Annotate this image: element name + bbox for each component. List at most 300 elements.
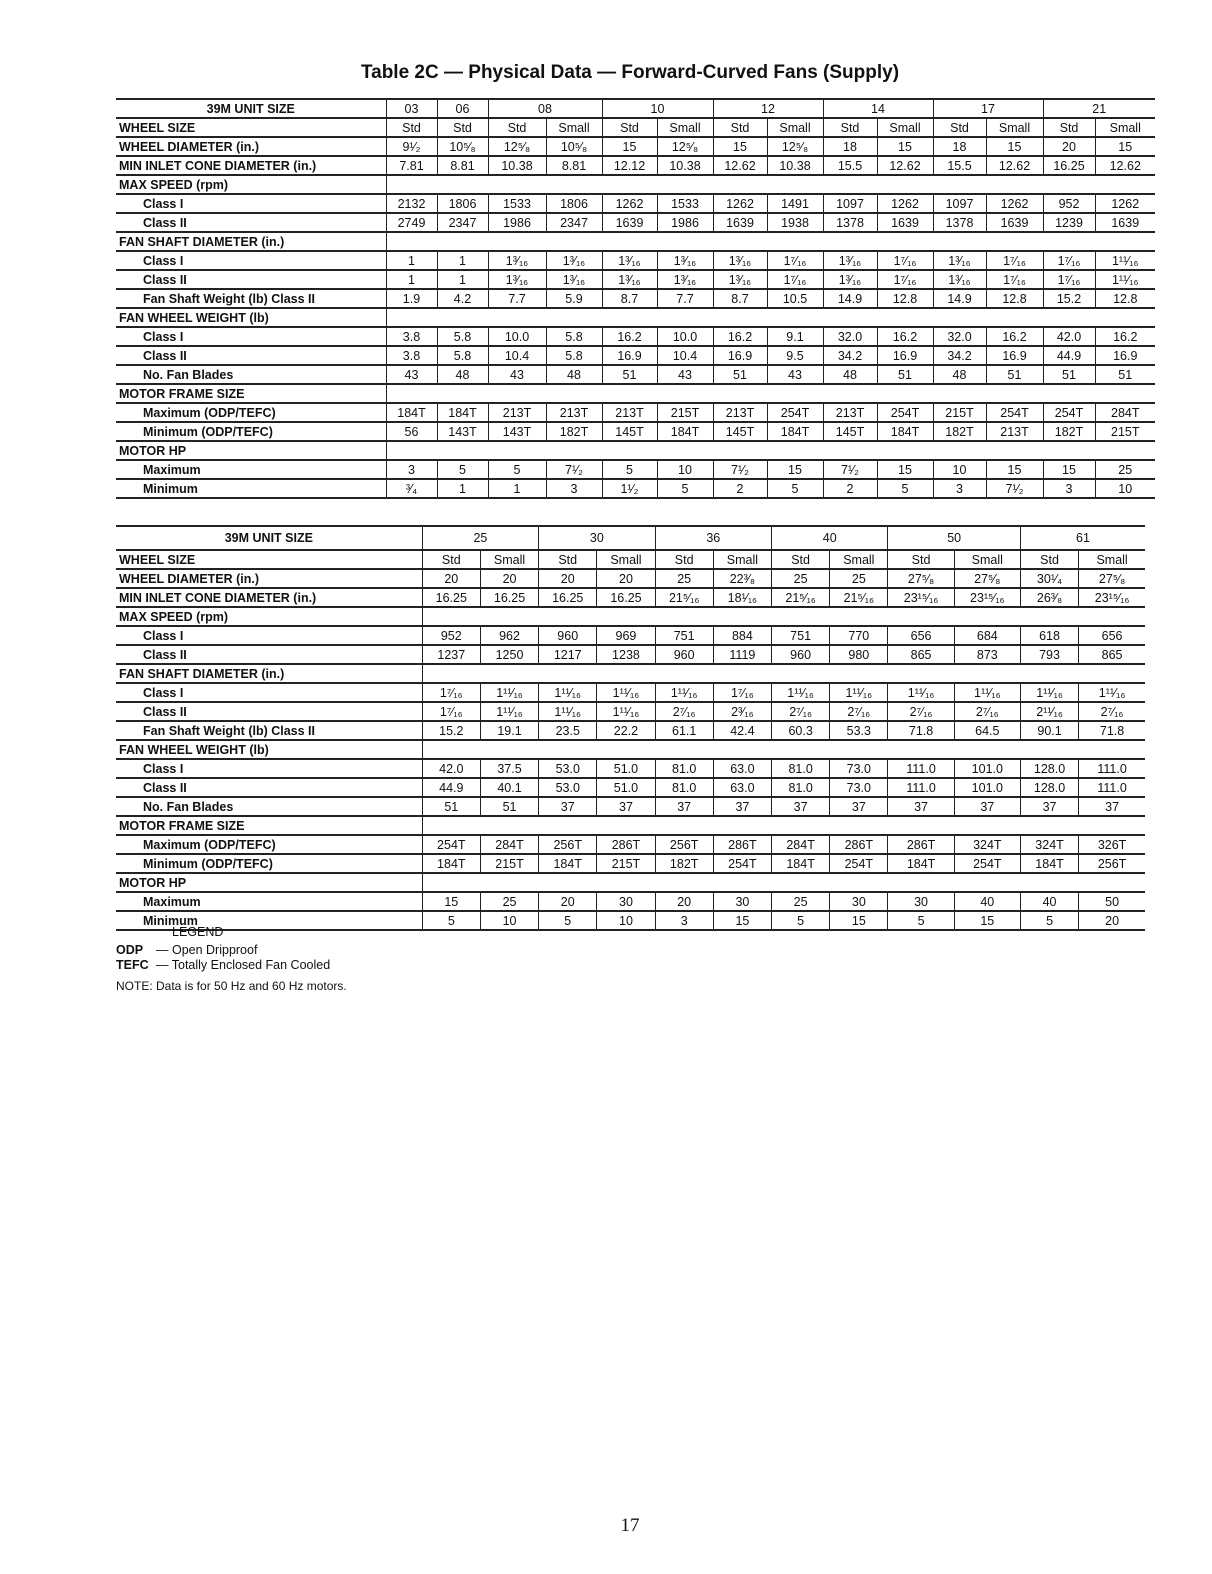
value-cell: Small [830,550,888,569]
value-cell: 1¹¹⁄₁₆ [888,683,954,702]
value-cell: 15 [713,911,771,930]
value-cell: Std [602,118,657,137]
value-cell: 284T [772,835,830,854]
value-cell: 7.7 [657,289,713,308]
data-row [116,778,1145,797]
value-cell: 42.0 [422,759,480,778]
value-cell: 15 [422,892,480,911]
value-cell: 1533 [657,194,713,213]
value-cell: Small [1095,118,1155,137]
value-cell: 10.4 [488,346,546,365]
value-cell: Small [767,118,823,137]
value-cell: 2⁷⁄₁₆ [830,702,888,721]
value-cell: Std [772,550,830,569]
section-header-row [116,308,1155,327]
value-cell: 5 [772,911,830,930]
value-cell: 15 [986,460,1043,479]
value-cell: 184T [888,854,954,873]
value-cell: 50 [1079,892,1145,911]
value-cell: 215T [1095,422,1155,441]
value-cell: 71.8 [888,721,954,740]
row-label: MOTOR FRAME SIZE [116,816,422,835]
unit-size-cell: 17 [933,99,1043,118]
value-cell: 1⁷⁄₁₆ [986,251,1043,270]
value-cell: 22³⁄₈ [713,569,771,588]
row-label: Fan Shaft Weight (lb) Class II [116,721,422,740]
value-cell: 213T [546,403,602,422]
value-cell: 20 [480,569,538,588]
value-cell: Std [933,118,986,137]
value-cell: 12⁵⁄₈ [488,137,546,156]
value-cell: 962 [480,626,538,645]
value-cell: 5 [888,911,954,930]
value-cell: 16.9 [1095,346,1155,365]
value-cell: 5.8 [437,346,488,365]
value-cell: 23.5 [539,721,597,740]
value-cell: 5 [539,911,597,930]
section-header-row [116,232,1155,251]
value-cell: 71.8 [1079,721,1145,740]
value-cell: 26³⁄₈ [1020,588,1078,607]
value-cell: 1639 [1095,213,1155,232]
value-cell: 1239 [1043,213,1095,232]
value-cell: 256T [1079,854,1145,873]
value-cell: 10.0 [657,327,713,346]
value-cell: 15 [1095,137,1155,156]
value-cell: 61.1 [655,721,713,740]
row-label: Maximum [116,460,386,479]
value-cell: 254T [830,854,888,873]
value-cell: 1³⁄₁₆ [823,270,877,289]
row-label: WHEEL SIZE [116,550,422,569]
value-cell: 684 [954,626,1020,645]
value-cell: 1¹¹⁄₁₆ [480,683,538,702]
value-cell: 5 [422,911,480,930]
value-cell: 73.0 [830,759,888,778]
value-cell: 184T [539,854,597,873]
value-cell: Small [954,550,1020,569]
value-cell: 30¹⁄₄ [1020,569,1078,588]
row-label: Minimum (ODP/TEFC) [116,422,386,441]
row-label: Class II [116,702,422,721]
section-header-row [116,384,1155,403]
value-cell: 1⁷⁄₁₆ [877,270,933,289]
value-cell: 10 [933,460,986,479]
value-cell: 48 [933,365,986,384]
value-cell: 213T [823,403,877,422]
empty-section-cell [386,232,1155,251]
value-cell: 10⁵⁄₈ [437,137,488,156]
value-cell: 656 [888,626,954,645]
value-cell: 215T [480,854,538,873]
empty-section-cell [422,740,1145,759]
value-cell: 2 [823,479,877,498]
value-cell: 1¹⁄₂ [602,479,657,498]
page-number: 17 [620,1515,640,1536]
value-cell: 9.1 [767,327,823,346]
value-cell: 1³⁄₁₆ [713,251,767,270]
value-cell: 1³⁄₁₆ [602,251,657,270]
value-cell: 143T [488,422,546,441]
value-cell: 4.2 [437,289,488,308]
unit-size-cell: 12 [713,99,823,118]
value-cell: 1¹¹⁄₁₆ [1095,251,1155,270]
value-cell: 145T [713,422,767,441]
value-cell: 1⁷⁄₁₆ [713,683,771,702]
value-cell: 980 [830,645,888,664]
value-cell: 15 [877,460,933,479]
row-label: MIN INLET CONE DIAMETER (in.) [116,588,422,607]
value-cell: 81.0 [772,778,830,797]
value-cell: 27⁵⁄₈ [954,569,1020,588]
value-cell: 15.5 [823,156,877,175]
empty-section-cell [422,664,1145,683]
value-cell: 10 [480,911,538,930]
value-cell: Std [386,118,437,137]
value-cell: 16.9 [986,346,1043,365]
data-row [116,721,1145,740]
value-cell: 32.0 [823,327,877,346]
value-cell: 37 [655,797,713,816]
value-cell: 143T [437,422,488,441]
value-cell: 1 [386,270,437,289]
value-cell: 20 [1079,911,1145,930]
value-cell: 1262 [713,194,767,213]
value-cell: 34.2 [933,346,986,365]
value-cell: 101.0 [954,759,1020,778]
value-cell: 15.2 [1043,289,1095,308]
value-cell: 751 [655,626,713,645]
value-cell: 9¹⁄₂ [386,137,437,156]
value-cell: 1³⁄₁₆ [546,251,602,270]
value-cell: 256T [539,835,597,854]
value-cell: 20 [422,569,480,588]
value-cell: 43 [657,365,713,384]
value-cell: 37 [1079,797,1145,816]
row-label: FAN WHEEL WEIGHT (lb) [116,308,386,327]
data-row [116,797,1145,816]
value-cell: 3.8 [386,346,437,365]
data-row [116,156,1155,175]
value-cell: 18 [933,137,986,156]
value-cell: 25 [1095,460,1155,479]
value-cell: Std [488,118,546,137]
value-cell: 56 [386,422,437,441]
row-label: WHEEL DIAMETER (in.) [116,569,422,588]
legend-abbr: ODP [116,943,144,957]
value-cell: 10⁵⁄₈ [546,137,602,156]
value-cell: 286T [597,835,655,854]
value-cell: 16.25 [539,588,597,607]
value-cell: 32.0 [933,327,986,346]
value-cell: 16.25 [597,588,655,607]
value-cell: 7¹⁄₂ [823,460,877,479]
value-cell: 25 [772,892,830,911]
value-cell: 111.0 [888,759,954,778]
data-row [116,213,1155,232]
value-cell: 12.8 [1095,289,1155,308]
legend-item [116,958,347,973]
value-cell: 63.0 [713,778,771,797]
value-cell: 7¹⁄₂ [986,479,1043,498]
value-cell: 884 [713,626,771,645]
value-cell: 1⁷⁄₁₆ [767,270,823,289]
value-cell: 952 [422,626,480,645]
row-label: Class I [116,251,386,270]
empty-section-cell [386,384,1155,403]
value-cell: 51 [713,365,767,384]
value-cell: 1⁷⁄₁₆ [986,270,1043,289]
value-cell: 27⁵⁄₈ [888,569,954,588]
value-cell: Small [546,118,602,137]
section-header-row [116,873,1145,892]
value-cell: 324T [954,835,1020,854]
value-cell: 30 [830,892,888,911]
value-cell: 27⁵⁄₈ [1079,569,1145,588]
value-cell: 254T [877,403,933,422]
value-cell: 51 [602,365,657,384]
value-cell: 10.5 [767,289,823,308]
row-label: Maximum [116,892,422,911]
value-cell: 48 [546,365,602,384]
value-cell: 20 [655,892,713,911]
value-cell: 1³⁄₁₆ [657,251,713,270]
value-cell: 15 [767,460,823,479]
value-cell: 10.4 [657,346,713,365]
value-cell: 12.62 [1095,156,1155,175]
data-row [116,137,1155,156]
value-cell: 256T [655,835,713,854]
value-cell: 19.1 [480,721,538,740]
value-cell: 1³⁄₁₆ [713,270,767,289]
legend-title: LEGEND [172,925,224,939]
value-cell: 53.0 [539,759,597,778]
value-cell: 3 [1043,479,1095,498]
value-cell: 5.8 [546,327,602,346]
value-cell: 286T [713,835,771,854]
data-row [116,854,1145,873]
value-cell: 5 [877,479,933,498]
value-cell: 215T [933,403,986,422]
value-cell: 12⁵⁄₈ [657,137,713,156]
value-cell: 324T [1020,835,1078,854]
value-cell: 16.2 [1095,327,1155,346]
value-cell: 1³⁄₁₆ [602,270,657,289]
data-row [116,645,1145,664]
row-label: Class I [116,194,386,213]
value-cell: 1250 [480,645,538,664]
value-cell: 5.8 [437,327,488,346]
value-cell: 1¹¹⁄₁₆ [1020,683,1078,702]
data-row [116,403,1155,422]
value-cell: 184T [437,403,488,422]
value-cell: 10.38 [657,156,713,175]
value-cell: 7¹⁄₂ [546,460,602,479]
row-label: Class II [116,270,386,289]
value-cell: 16.2 [877,327,933,346]
value-cell: 14.9 [823,289,877,308]
row-label: MOTOR HP [116,441,386,460]
value-cell: 184T [877,422,933,441]
value-cell: 20 [597,569,655,588]
value-cell: 10.38 [488,156,546,175]
value-cell: 15.5 [933,156,986,175]
value-cell: 184T [422,854,480,873]
value-cell: 182T [1043,422,1095,441]
value-cell: 1217 [539,645,597,664]
value-cell: 1806 [546,194,602,213]
legend [116,925,347,994]
value-cell: 20 [1043,137,1095,156]
unit-size-cell: 08 [488,99,602,118]
section-header-row [116,441,1155,460]
value-cell: 286T [888,835,954,854]
value-cell: 2³⁄₁₆ [713,702,771,721]
value-cell: Std [1020,550,1078,569]
value-cell: 618 [1020,626,1078,645]
value-cell: 73.0 [830,778,888,797]
value-cell: 10 [1095,479,1155,498]
value-cell: 1639 [877,213,933,232]
unit-size-header-row [116,526,1145,550]
value-cell: 10 [597,911,655,930]
value-cell: 1986 [488,213,546,232]
value-cell: 43 [488,365,546,384]
value-cell: 1¹¹⁄₁₆ [597,702,655,721]
data-row [116,550,1145,569]
value-cell: 60.3 [772,721,830,740]
value-cell: 15 [830,911,888,930]
value-cell: Small [1079,550,1145,569]
value-cell: 145T [602,422,657,441]
value-cell: 14.9 [933,289,986,308]
row-label: WHEEL SIZE [116,118,386,137]
value-cell: 37 [1020,797,1078,816]
unit-size-cell: 03 [386,99,437,118]
data-row [116,327,1155,346]
value-cell: 1³⁄₁₆ [546,270,602,289]
value-cell: 969 [597,626,655,645]
value-cell: 16.25 [1043,156,1095,175]
value-cell: 1¹¹⁄₁₆ [954,683,1020,702]
value-cell: 1378 [933,213,986,232]
value-cell: 81.0 [772,759,830,778]
value-cell: 1¹¹⁄₁₆ [480,702,538,721]
unit-size-cell: 21 [1043,99,1155,118]
value-cell: 30 [597,892,655,911]
unit-size-cell: 25 [422,526,538,550]
value-cell: 2 [713,479,767,498]
legend-text: — Open Dripproof [156,943,258,957]
row-label: MIN INLET CONE DIAMETER (in.) [116,156,386,175]
section-header-row [116,816,1145,835]
data-row [116,759,1145,778]
value-cell: 12.62 [713,156,767,175]
unit-size-cell: 30 [539,526,655,550]
value-cell: 952 [1043,194,1095,213]
value-cell: 254T [1043,403,1095,422]
value-cell: 90.1 [1020,721,1078,740]
value-cell: 37 [597,797,655,816]
value-cell: 1986 [657,213,713,232]
value-cell: 1¹¹⁄₁₆ [1095,270,1155,289]
value-cell: ³⁄₄ [386,479,437,498]
value-cell: 8.81 [437,156,488,175]
data-row [116,346,1155,365]
value-cell: 184T [767,422,823,441]
value-cell: 3 [933,479,986,498]
section-header-row [116,740,1145,759]
unit-size-label: 39M UNIT SIZE [116,526,422,550]
value-cell: 1 [488,479,546,498]
empty-section-cell [422,607,1145,626]
value-cell: 48 [437,365,488,384]
value-cell: 111.0 [888,778,954,797]
empty-section-cell [386,175,1155,194]
value-cell: 51 [1095,365,1155,384]
value-cell: 40.1 [480,778,538,797]
value-cell: Std [888,550,954,569]
value-cell: 1097 [933,194,986,213]
value-cell: 21⁵⁄₁₆ [655,588,713,607]
value-cell: 16.2 [602,327,657,346]
row-label: Class I [116,759,422,778]
value-cell: 44.9 [422,778,480,797]
value-cell: 2⁷⁄₁₆ [954,702,1020,721]
data-row [116,588,1145,607]
value-cell: 51.0 [597,778,655,797]
legend-text: — Totally Enclosed Fan Cooled [156,958,331,972]
value-cell: Std [713,118,767,137]
data-row [116,683,1145,702]
value-cell: 42.4 [713,721,771,740]
value-cell: 37.5 [480,759,538,778]
value-cell: 1 [437,251,488,270]
unit-size-label: 39M UNIT SIZE [116,99,386,118]
value-cell: 5 [767,479,823,498]
value-cell: 1 [437,479,488,498]
unit-size-cell: 50 [888,526,1021,550]
value-cell: 1639 [986,213,1043,232]
row-label: Minimum [116,911,422,930]
value-cell: 7.7 [488,289,546,308]
value-cell: 25 [480,892,538,911]
value-cell: 15 [954,911,1020,930]
value-cell: 8.81 [546,156,602,175]
value-cell: 16.2 [986,327,1043,346]
value-cell: 2⁷⁄₁₆ [655,702,713,721]
value-cell: 15 [877,137,933,156]
value-cell: 215T [597,854,655,873]
unit-size-cell: 14 [823,99,933,118]
value-cell: 37 [830,797,888,816]
value-cell: 128.0 [1020,759,1078,778]
value-cell: 254T [767,403,823,422]
value-cell: 12.12 [602,156,657,175]
row-label: Class II [116,778,422,797]
value-cell: 1378 [823,213,877,232]
value-cell: 1491 [767,194,823,213]
value-cell: 111.0 [1079,778,1145,797]
value-cell: 213T [986,422,1043,441]
value-cell: 873 [954,645,1020,664]
value-cell: 15.2 [422,721,480,740]
value-cell: 1806 [437,194,488,213]
value-cell: 25 [830,569,888,588]
row-label: Fan Shaft Weight (lb) Class II [116,289,386,308]
value-cell: 37 [888,797,954,816]
value-cell: 1238 [597,645,655,664]
